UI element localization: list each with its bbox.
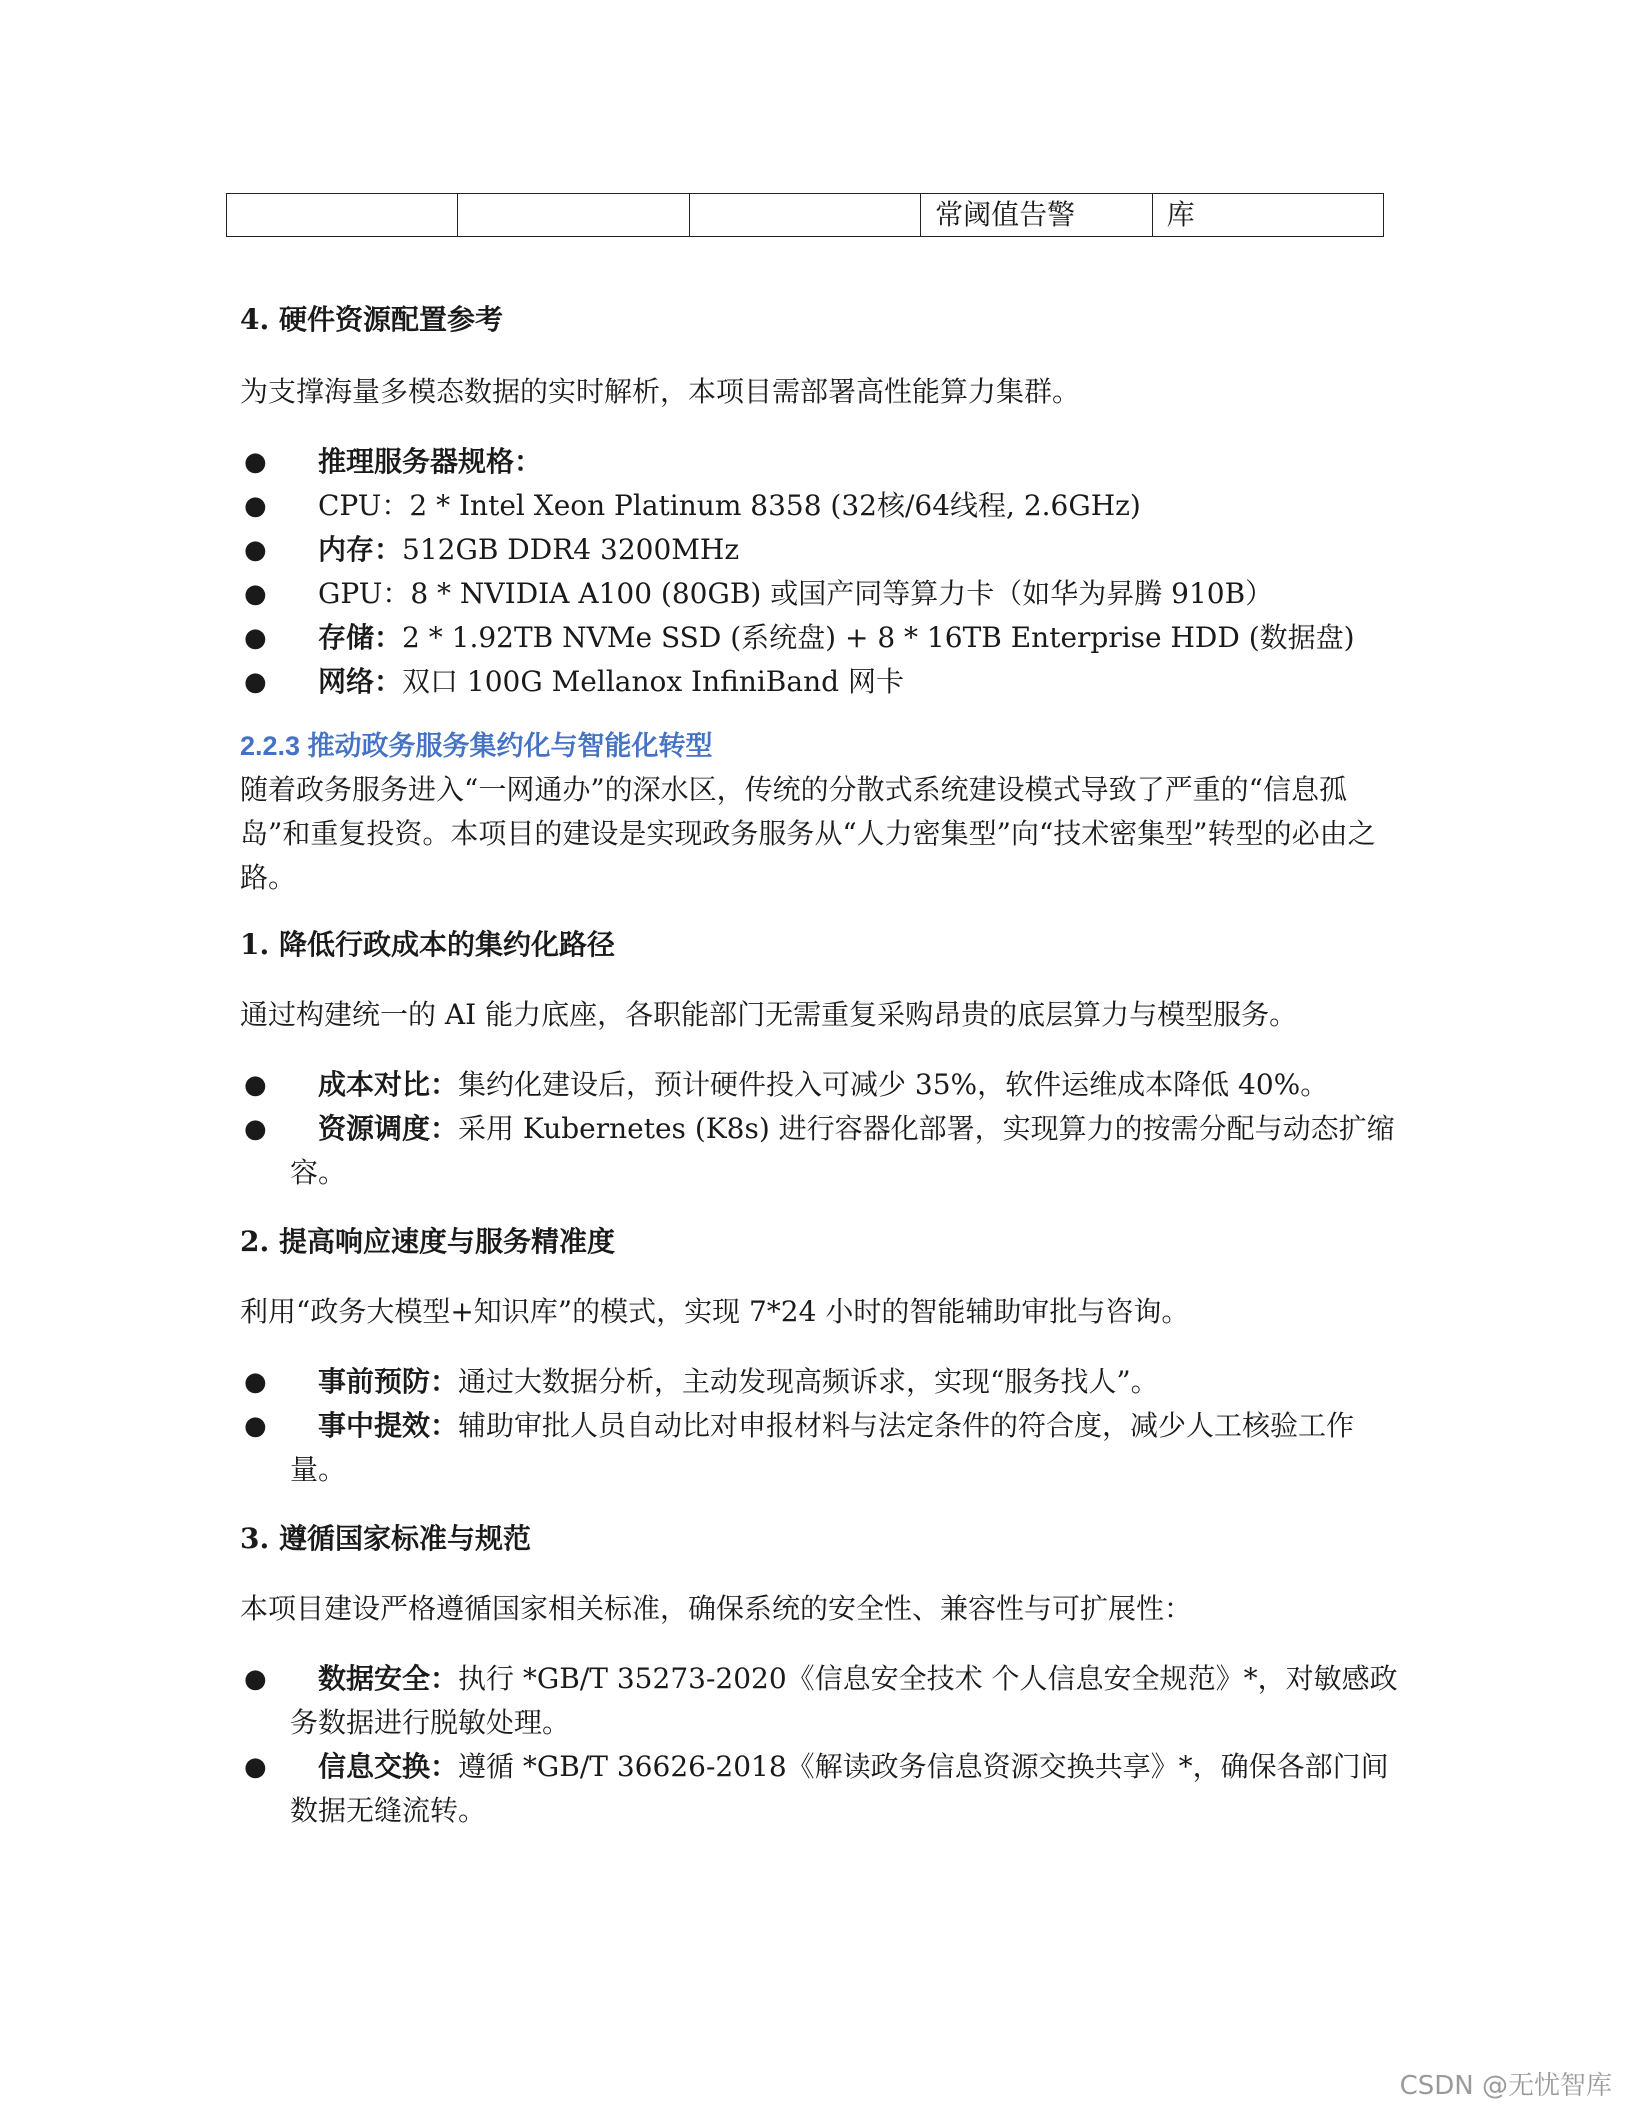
bullet-icon: ● [244, 491, 267, 521]
bullet-icon: ● [244, 667, 267, 697]
list-item: ● 数据安全：执行 *GB/T 35273-2020《信息安全技术 个人信息安全规范》*，对敏感政务数据进行脱敏处理。 [240, 1657, 1400, 1745]
s2-list [240, 1360, 1400, 1492]
bullet-icon: ● [244, 1367, 267, 1397]
s1-list [240, 1063, 1400, 1195]
table-fragment [226, 193, 1384, 237]
table-cell [458, 194, 689, 237]
list-item: ● 信息交换：遵循 *GB/T 36626-2018《解读政务信息资源交换共享》*，确保各部门间数据无缝流转。 [240, 1745, 1400, 1833]
list-item: ● 存储：2 * 1.92TB NVMe SSD (系统盘) + 8 * 16TB Enterprise HDD (数据盘) [240, 616, 1400, 660]
bullet-icon: ● [244, 1070, 267, 1100]
list-item: ● 成本对比：集约化建设后，预计硬件投入可减少 35%，软件运维成本降低 40%。 [240, 1063, 1400, 1107]
hardware-intro: 为支撑海量多模态数据的实时解析，本项目需部署高性能算力集群。 [240, 375, 1081, 408]
bullet-icon: ● [244, 447, 267, 477]
bullet-icon: ● [244, 579, 267, 609]
bullet-icon: ● [244, 623, 267, 653]
table-row [227, 194, 1384, 237]
list-item: ● 事前预防：通过大数据分析，主动发现高频诉求，实现“服务找人”。 [240, 1360, 1400, 1404]
s2-heading: 2. 提高响应速度与服务精准度 [240, 1225, 615, 1258]
section-title: 2.2.3 推动政务服务集约化与智能化转型 [240, 731, 713, 761]
list-item: ● 网络：双口 100G Mellanox InfiniBand 网卡 [240, 660, 1400, 704]
hardware-list [240, 440, 1400, 704]
bullet-icon: ● [244, 1411, 267, 1441]
section-paragraph: 随着政务服务进入“一网通办”的深水区，传统的分散式系统建设模式导致了严重的“信息孤岛”和重复投资。本项目的建设是实现政务服务从“人力密集型”向“技术密集型”转型的必由之路。 [240, 773, 1376, 894]
watermark: CSDN @无忧智库 [1399, 2071, 1612, 2101]
hardware-heading: 4. 硬件资源配置参考 [240, 303, 503, 336]
table-cell [227, 194, 458, 237]
list-item: ● 资源调度：采用 Kubernetes (K8s) 进行容器化部署，实现算力的按需分配与动态扩缩容。 [240, 1107, 1400, 1195]
s2-intro: 利用“政务大模型+知识库”的模式，实现 7*24 小时的智能辅助审批与咨询。 [240, 1295, 1190, 1328]
list-item: ● 推理服务器规格： [240, 440, 1400, 484]
s1-heading: 1. 降低行政成本的集约化路径 [240, 928, 615, 961]
table-cell [689, 194, 920, 237]
s3-intro: 本项目建设严格遵循国家相关标准，确保系统的安全性、兼容性与可扩展性： [240, 1592, 1193, 1625]
list-item: ● CPU：2 * Intel Xeon Platinum 8358 (32核/64线程, 2.6GHz) [240, 484, 1400, 528]
table-cell: 常阈值告警 [921, 194, 1152, 237]
bullet-icon: ● [244, 1664, 267, 1694]
s1-intro: 通过构建统一的 AI 能力底座，各职能部门无需重复采购昂贵的底层算力与模型服务。 [240, 998, 1298, 1031]
s3-list [240, 1657, 1400, 1833]
table-cell: 库 [1152, 194, 1383, 237]
s3-heading: 3. 遵循国家标准与规范 [240, 1522, 531, 1555]
bullet-icon: ● [244, 1752, 267, 1782]
list-item: ● GPU：8 * NVIDIA A100 (80GB) 或国产同等算力卡（如华为昇腾 910B） [240, 572, 1400, 616]
list-item: ● 内存：512GB DDR4 3200MHz [240, 528, 1400, 572]
bullet-icon: ● [244, 1114, 267, 1144]
list-item: ● 事中提效：辅助审批人员自动比对申报材料与法定条件的符合度，减少人工核验工作量。 [240, 1404, 1400, 1492]
bullet-icon: ● [244, 535, 267, 565]
